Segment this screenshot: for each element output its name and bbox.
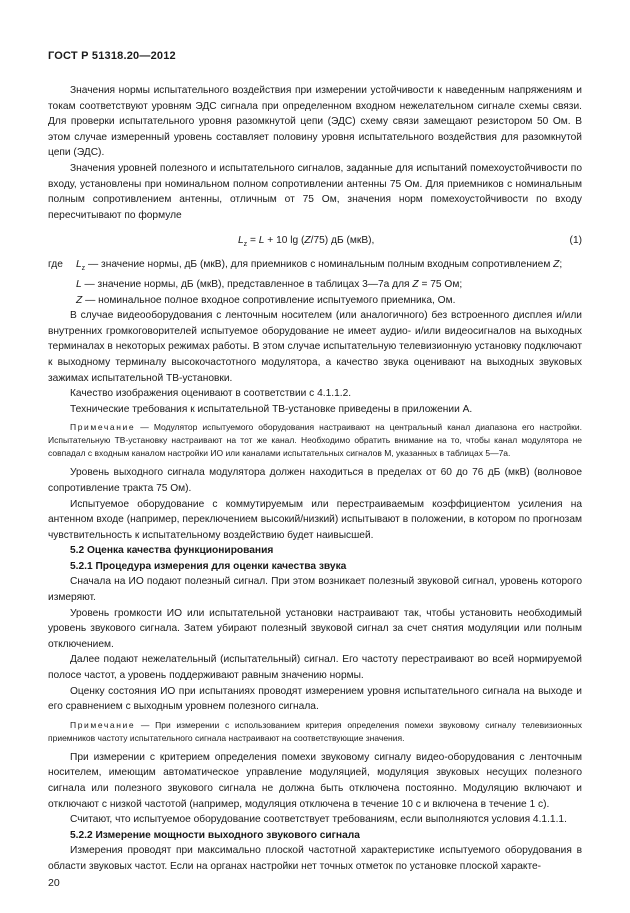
- note-1: Примечание — Модулятор испытуемого оборудования настраивают на центральный канал диапазона его настройки. Испытательную ТВ-установку настраивают на тот же канал. Необходимо обратить внимание на то, чтобы канал модулятора не совпадал с входным каналом настройки ИО или каналами испытательных сигналов М, указанных в таблицах 5—7а.: [48, 422, 582, 459]
- section-heading: 5.2 Оценка качества функционирования: [70, 545, 274, 557]
- where-definition-1: где $L_z$ — значение нормы, дБ (мкВ), для приемников с номинальным полным входным сопротивлением Z;: [48, 259, 563, 273]
- paragraph: Значения нормы испытательного воздействия при измерении устойчивости к наведенным напряжениям и токам соответствуют уровням ЭДС сигнала при определенном входном нежелательном сигнале схемы связи. Для проверки испытательного уровня разомкнутой цепи (ЭДС) схему связи замещают резистором 50 Ом. В этом случае измеренный уровень составляет половину уровня испытательного воздействия для разомкнутой цепи (ЭДС).: [48, 85, 582, 159]
- where-definition-2: L — значение нормы, дБ (мкВ), представленное в таблицах 3—7а для Z = 75 Ом;: [76, 278, 463, 290]
- page-number: 20: [48, 877, 60, 889]
- paragraph: Сначала на ИО подают полезный сигнал. При этом возникает полезный звуковой сигнал, уровень которого измеряют.: [48, 576, 582, 604]
- subsection-heading: 5.2.1 Процедура измерения для оценки качества звука: [70, 560, 347, 572]
- where-definition-3: Z — номинальное полное входное сопротивление испытуемого приемника, Ом.: [76, 294, 456, 306]
- formula-1: [48, 227, 582, 257]
- paragraph: Далее подают нежелательный (испытательный) сигнал. Его частоту перестраивают во всей нормируемой полосе частот, а уровень поддерживают равным значению нормы.: [48, 654, 582, 682]
- paragraph: Испытуемое оборудование с коммутируемым или перестраиваемым коэффициентом усиления на антенном входе (например, переключением высокий/низкий) испытывают в положении, в котором по прогнозам чувствительность к испытательному воздействию будет наивысшей.: [48, 498, 582, 541]
- note-2: Примечание — При измерении с использованием критерия определения помехи звуковому сигналу телевизионных приемников частоту испытательного сигнала настраивают на соответствующие значения.: [48, 719, 582, 743]
- paragraph: При измерении с критерием определения помехи звуковому сигналу видео-оборудования с ленточным носителем, имеющим автоматическое управление модуляцией, модуляция звуковых несущих полезного сигнала или полезного звукового сигнала не должна быть отключена постоянно. Модуляцию включают и отключают с низкой частотой (например, модуляция отключена в течение 10 с и включена в течение 1 с).: [48, 751, 582, 810]
- paragraph: Оценку состояния ИО при испытаниях проводят измерением уровня испытательного сигнала на выходе и его сравнением с выходным уровнем полезного сигнала.: [48, 685, 582, 713]
- paragraph: Считают, что испытуемое оборудование соответствует требованиям, если выполняются условия 4.1.1.1.: [70, 814, 567, 826]
- page-header: ГОСТ Р 51318.20—2012: [48, 50, 176, 62]
- formula-expression: $L_z = L + 10$ lg (Z/75) дБ (мкВ),: [238, 235, 375, 249]
- paragraph: Технические требования к испытательной ТВ-установке приведены в приложении А.: [70, 403, 473, 415]
- subsection-heading: 5.2.2 Измерение мощности выходного звукового сигнала: [70, 829, 360, 841]
- paragraph: Измерения проводят при максимально плоской частотной характеристике испытуемого оборудования в области звуковых частот. Если на органах настройки нет точных отметок по установке плоской характе-: [48, 845, 582, 872]
- page-content: [48, 83, 582, 875]
- paragraph: Значения уровней полезного и испытательного сигналов, заданные для испытаний помехоустойчивости по входу, установлены при номинальном полном сопротивлении антенны 75 Ом. Для приемников с номинальным полным сопротивлением антенны, отличным от 75 Ом, значения норм помехоустойчивости по входу пересчитывают по формуле: [48, 162, 582, 221]
- paragraph: Уровень громкости ИО или испытательной установки настраивают так, чтобы установить необходимый уровень звукового сигнала. Затем убирают полезный звуковой сигнал за счет снятия модуляции или полным отключением.: [48, 607, 582, 650]
- paragraph: Качество изображения оценивают в соответствии с 4.1.1.2.: [70, 388, 352, 400]
- paragraph: Уровень выходного сигнала модулятора должен находиться в пределах от 60 до 76 дБ (мкВ) (волновое сопротивление тракта 75 Ом).: [48, 467, 582, 494]
- paragraph: В случае видеооборудования с ленточным носителем (или аналогичного) без встроенного дисплея и/или внутренних громкоговорителей испытуемое оборудование не имеет аудио- и/или видеосигналов на выходных терминалах в некоторых режимах работы. В этом случае испытательную телевизионную установку подключают к выходному терминалу высокочастотного модулятора, а качество звука оценивают на выходных звуковых зажимах испытательной ТВ-установки.: [48, 310, 582, 384]
- formula-number: (1): [569, 235, 582, 247]
